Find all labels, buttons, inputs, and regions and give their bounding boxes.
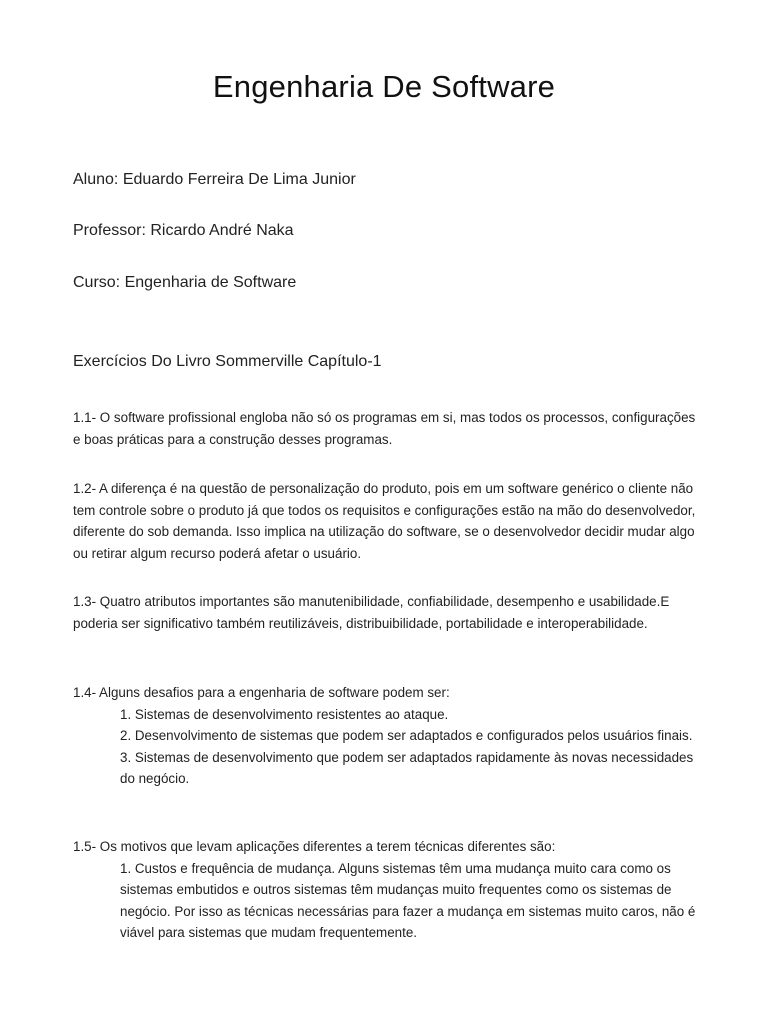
- answer-text: 1.4- Alguns desafios para a engenharia de software podem ser:: [73, 685, 450, 700]
- answer-1-1: [73, 407, 698, 450]
- answer-1-5: [73, 836, 698, 944]
- list-item: 3. Sistemas de desenvolvimento que podem ser adaptados rapidamente às novas necessidades do negócio.: [120, 749, 694, 786]
- list-item: 1. Custos e frequência de mudança. Alguns sistemas têm uma mudança muito cara como os sistemas embutidos e outros sistemas têm mudanças muito frequentes como os sistemas de negócio. Por isso as técnicas necessárias para fazer a mudança em sistemas muito caros, não é viável para sistemas que mudam frequentemente.: [120, 860, 696, 940]
- list-item: 1. Sistemas de desenvolvimento resistentes ao ataque.: [120, 706, 449, 722]
- answer-text: 1.1- O software profissional engloba não só os programas em si, mas todos os processos, configurações e boas práticas para a construção desses programas.: [73, 410, 696, 447]
- answer-text: 1.5- Os motivos que levam aplicações diferentes a terem técnicas diferentes são:: [73, 839, 556, 854]
- list-item: 2. Desenvolvimento de sistemas que podem ser adaptados e configurados pelos usuários finais.: [120, 728, 693, 743]
- answer-1-3: [73, 591, 698, 634]
- answer-text: 1.2- A diferença é na questão de personalização do produto, pois em um software genérico o cliente não tem controle sobre o produto já que todos os requisitos e configurações estão na mão do desenvolvedor, diferente do sob demanda. Isso implica na utilização do software, se o desenvolvedor decidir mudar algo ou retirar algum recurso poderá afetar o usuário.: [73, 481, 696, 561]
- student-line: Aluno: Eduardo Ferreira De Lima Junior: [73, 171, 356, 188]
- section-heading: Exercícios Do Livro Sommerville Capítulo-1: [73, 353, 382, 370]
- answer-1-2: [73, 478, 698, 564]
- answer-1-4: [73, 682, 698, 790]
- professor-line: Professor: Ricardo André Naka: [73, 222, 294, 239]
- answer-text: 1.3- Quatro atributos importantes são manutenibilidade, confiabilidade, desempenho e usabilidade.E poderia ser significativo também reutilizáveis, distribuibilidade, portabilidade e interoperabilidade.: [73, 594, 670, 631]
- course-line: Curso: Engenharia de Software: [73, 274, 297, 291]
- document-title: Engenharia De Software: [212, 69, 556, 104]
